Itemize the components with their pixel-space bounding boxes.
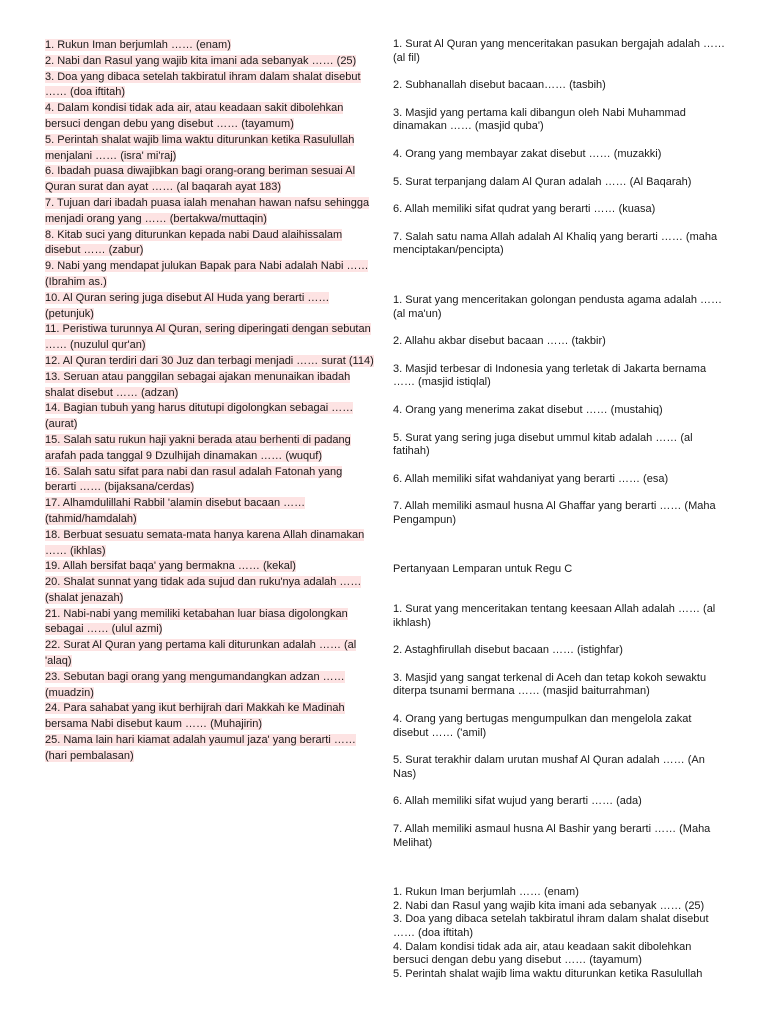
question-item: 7. Allah memiliki asmaul husna Al Ghaffar yang berarti …… (Maha Pengampun) bbox=[393, 500, 716, 526]
left-item-15 bbox=[45, 433, 375, 465]
question-item: 3. Doa yang dibaca setelah takbiratul ihram dalam shalat disebut …… (doa iftitah) bbox=[393, 913, 709, 939]
highlighted-text: 17. Alhamdulillahi Rabbil 'alamin disebut bacaan …… (tahmid/hamdalah) bbox=[45, 497, 306, 525]
highlighted-text: 14. Bagian tubuh yang harus ditutupi digolongkan sebagai …… (aurat) bbox=[45, 402, 354, 431]
question-group-1 bbox=[393, 38, 728, 258]
question-item: 3. Masjid terbesar di Indonesia yang terletak di Jakarta bernama …… (masjid istiqlal) bbox=[393, 362, 707, 389]
question-item: 3. Masjid yang sangat terkenal di Aceh dan tetap kokoh sewaktu diterpa tsunami bermana …… (masjid baiturrahman) bbox=[393, 671, 707, 698]
spacer bbox=[393, 864, 728, 886]
left-item-5 bbox=[45, 133, 375, 165]
question-item: 1. Surat Al Quran yang menceritakan pasukan bergajah adalah …… (al fil) bbox=[393, 38, 726, 64]
left-item-2 bbox=[45, 54, 375, 70]
question-item: 4. Orang yang menerima zakat disebut …… (mustahiq) bbox=[393, 403, 663, 416]
left-item-3 bbox=[45, 70, 375, 102]
question-item: 1. Rukun Iman berjumlah …… (enam) bbox=[393, 886, 579, 899]
spacer bbox=[393, 541, 728, 563]
highlighted-text: 19. Allah bersifat baqa' yang bermakna …… (kekal) bbox=[45, 560, 296, 573]
highlighted-text: 1. Rukun Iman berjumlah …… (enam) bbox=[45, 39, 231, 51]
question-item: 1. Surat yang menceritakan golongan pendusta agama adalah …… (al ma'un) bbox=[393, 293, 722, 320]
highlighted-text: 24. Para sahabat yang ikut berhijrah dari Makkah ke Madinah bersama Nabi disebut kaum …… (Muhajirin) bbox=[45, 702, 345, 731]
highlighted-text: 23. Sebutan bagi orang yang mengumandangkan adzan …… (muadzin) bbox=[45, 670, 345, 699]
left-item-18 bbox=[45, 528, 375, 560]
question-item: 6. Allah memiliki sifat wahdaniyat yang berarti …… (esa) bbox=[393, 472, 669, 485]
question-item: 2. Subhanallah disebut bacaan…… (tasbih) bbox=[393, 79, 606, 92]
section-heading-regu-c: Pertanyaan Lemparan untuk Regu C bbox=[393, 563, 573, 576]
question-group-3 bbox=[393, 603, 728, 850]
highlighted-text: 2. Nabi dan Rasul yang wajib kita imani ada sebanyak …… (25) bbox=[45, 54, 357, 67]
question-item: 7. Allah memiliki asmaul husna Al Bashir yang berarti …… (Maha Melihat) bbox=[393, 823, 711, 849]
highlighted-text: 3. Doa yang dibaca setelah takbiratul ihram dalam shalat disebut …… (doa iftitah) bbox=[45, 70, 361, 99]
question-item: 2. Astaghfirullah disebut bacaan …… (istighfar) bbox=[393, 644, 623, 657]
left-item-17 bbox=[45, 496, 375, 528]
highlighted-text: 16. Salah satu sifat para nabi dan rasul adalah Fatonah yang berarti …… (bijaksana/cerdas) bbox=[45, 465, 343, 494]
highlighted-text: 15. Salah satu rukun haji yakni berada atau berhenti di padang arafah pada tanggal 9 Dzulhijah dinamakan …… (wuquf) bbox=[45, 433, 351, 462]
question-group-4 bbox=[393, 886, 728, 981]
right-question-column bbox=[393, 38, 728, 981]
left-item-11 bbox=[45, 322, 375, 354]
left-item-6 bbox=[45, 164, 375, 196]
left-item-22 bbox=[45, 638, 375, 670]
highlighted-text: 12. Al Quran terdiri dari 30 Juz dan terbagi menjadi …… surat (114) bbox=[45, 354, 374, 367]
highlighted-text: 6. Ibadah puasa diwajibkan bagi orang-orang beriman sesuai Al Quran surat dan ayat …… (al baqarah ayat 183) bbox=[45, 165, 356, 194]
highlighted-text: 8. Kitab suci yang diturunkan kepada nabi Daud alaihissalam disebut …… (zabur) bbox=[45, 228, 343, 257]
highlighted-text: 25. Nama lain hari kiamat adalah yaumul jaza' yang berarti …… (hari pembalasan) bbox=[45, 734, 356, 762]
question-item: 6. Allah memiliki sifat qudrat yang berarti …… (kuasa) bbox=[393, 203, 656, 216]
highlighted-text: 21. Nabi-nabi yang memiliki ketabahan luar biasa digolongkan sebagai …… (ulul azmi) bbox=[45, 607, 348, 636]
left-item-12 bbox=[45, 354, 375, 370]
question-item: 5. Perintah shalat wajib lima waktu diturunkan ketika Rasulullah bbox=[393, 967, 703, 980]
left-item-21 bbox=[45, 607, 375, 639]
left-item-13 bbox=[45, 370, 375, 402]
highlighted-text: 10. Al Quran sering juga disebut Al Huda yang berarti …… (petunjuk) bbox=[45, 291, 330, 320]
left-item-25 bbox=[45, 733, 375, 765]
left-item-9 bbox=[45, 259, 375, 291]
question-item: 4. Dalam kondisi tidak ada air, atau keadaan sakit dibolehkan bersuci dengan debu yang disebut …… (tayamum) bbox=[393, 940, 692, 967]
highlighted-text: 4. Dalam kondisi tidak ada air, atau keadaan sakit dibolehkan bersuci dengan debu yang disebut …… (tayamum) bbox=[45, 102, 344, 130]
left-item-7 bbox=[45, 196, 375, 228]
left-item-24 bbox=[45, 701, 375, 733]
question-item: 3. Masjid yang pertama kali dibangun oleh Nabi Muhammad dinamakan …… (masjid quba') bbox=[393, 106, 686, 133]
spacer bbox=[393, 272, 728, 294]
left-item-4 bbox=[45, 101, 375, 133]
left-item-23 bbox=[45, 670, 375, 702]
question-item: 5. Surat terpanjang dalam Al Quran adalah …… (Al Baqarah) bbox=[393, 175, 692, 188]
question-item: 2. Nabi dan Rasul yang wajib kita imani ada sebanyak …… (25) bbox=[393, 899, 705, 912]
highlighted-text: 20. Shalat sunnat yang tidak ada sujud dan ruku'nya adalah …… (shalat jenazah) bbox=[45, 576, 362, 604]
highlighted-text: 9. Nabi yang mendapat julukan Bapak para Nabi adalah Nabi …… (Ibrahim as.) bbox=[45, 260, 369, 288]
highlighted-text: 11. Peristiwa turunnya Al Quran, sering diperingati dengan sebutan …… (nuzulul qur'an) bbox=[45, 323, 371, 352]
question-group-2 bbox=[393, 294, 728, 528]
question-item: 7. Salah satu nama Allah adalah Al Khaliq yang berarti …… (maha menciptakan/pencipta) bbox=[393, 230, 718, 257]
highlighted-text: 13. Seruan atau panggilan sebagai ajakan menunaikan ibadah shalat disebut …… (adzan) bbox=[45, 370, 351, 399]
highlighted-text: 18. Berbuat sesuatu semata-mata hanya karena Allah dinamakan …… (ikhlas) bbox=[45, 528, 365, 557]
question-item: 4. Orang yang membayar zakat disebut …… (muzakki) bbox=[393, 147, 662, 160]
question-item: 2. Allahu akbar disebut bacaan …… (takbir) bbox=[393, 335, 606, 348]
left-item-1 bbox=[45, 38, 375, 54]
question-item: 6. Allah memiliki sifat wujud yang berarti …… (ada) bbox=[393, 795, 642, 808]
left-item-16 bbox=[45, 465, 375, 497]
highlighted-text: 22. Surat Al Quran yang pertama kali diturunkan adalah …… (al 'alaq) bbox=[45, 639, 357, 668]
left-item-19 bbox=[45, 559, 375, 575]
question-item: 5. Surat terakhir dalam urutan mushaf Al Quran adalah …… (An Nas) bbox=[393, 754, 705, 780]
highlighted-text: 7. Tujuan dari ibadah puasa ialah menahan hawan nafsu sehingga menjadi orang yang …… (bertakwa/muttaqin) bbox=[45, 196, 370, 225]
left-item-14 bbox=[45, 401, 375, 433]
left-item-8 bbox=[45, 228, 375, 260]
left-item-10 bbox=[45, 291, 375, 323]
highlighted-text: 5. Perintah shalat wajib lima waktu diturunkan ketika Rasulullah menjalani …… (isra' mi'raj) bbox=[45, 133, 355, 162]
question-item: 1. Surat yang menceritakan tentang keesaan Allah adalah …… (al ikhlash) bbox=[393, 603, 716, 629]
left-item-20 bbox=[45, 575, 375, 607]
question-item: 4. Orang yang bertugas mengumpulkan dan mengelola zakat disebut …… ('amil) bbox=[393, 713, 692, 739]
question-item: 5. Surat yang sering juga disebut ummul kitab adalah …… (al fatihah) bbox=[393, 431, 693, 458]
left-question-list bbox=[45, 38, 375, 765]
